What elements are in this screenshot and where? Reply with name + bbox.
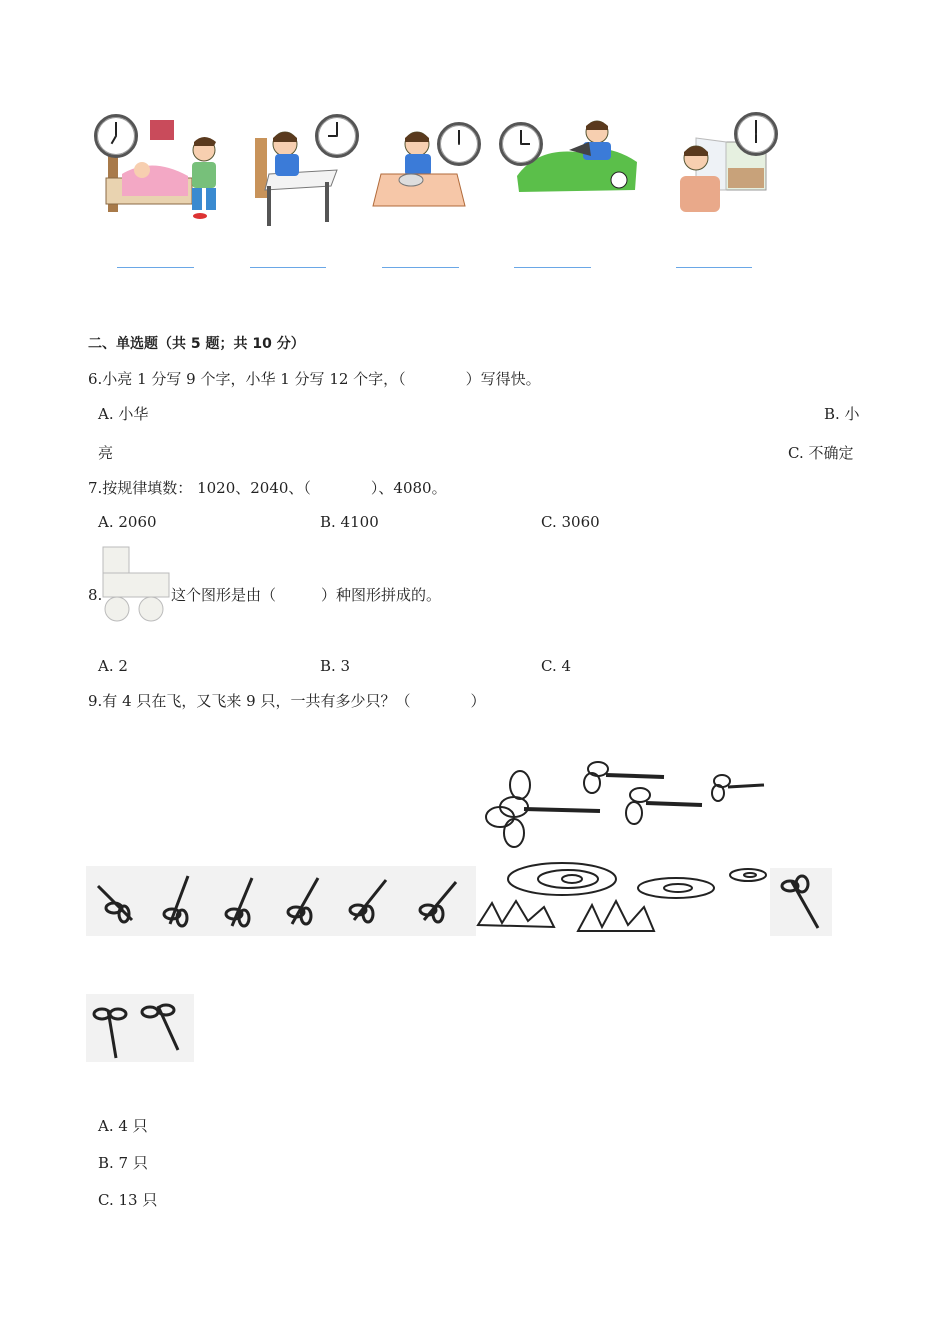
question-9-option-c[interactable]: C. 13 只 [98,1191,158,1209]
question-7-option-a[interactable]: A. 2060 [98,513,157,531]
question-8-option-c[interactable]: C. 4 [541,657,572,675]
desk-homework-scene [245,112,360,230]
question-8-stem: 这个图形是由（ ）种图形拼成的。 [171,586,442,604]
question-8-option-a[interactable]: A. 2 [98,657,128,675]
question-6-option-b[interactable]: B. 小 [824,405,860,423]
question-6-option-c[interactable]: C. 不确定 [788,444,854,462]
question-6-option-a[interactable]: A. 小华 [98,405,149,423]
dragonfly-row [86,866,476,936]
answer-blank[interactable] [250,267,326,268]
bed-wake-up-scene [92,112,232,230]
question-9-stem: 9.有 4 只在飞，又飞来 9 只，一共有多少只？（ ） [88,692,486,710]
answer-blank[interactable] [117,267,194,268]
pond-dragonflies-scene [474,755,774,935]
question-9-option-a[interactable]: A. 4 只 [98,1117,148,1135]
eating-at-table-scene [365,118,480,218]
dragonfly-pair [86,994,194,1062]
composite-shape-figure [101,545,171,625]
clock-icon [437,122,481,166]
clock-icon [315,114,359,158]
clock-icon [94,114,138,158]
question-6-option-b-continued[interactable]: 亮 [98,444,114,462]
question-7-option-b[interactable]: B. 4100 [320,513,379,531]
watching-window-scene [676,112,776,217]
playing-football-scene [497,112,645,202]
dragonfly-single [770,868,832,936]
question-6-stem: 6.小亮 1 分写 9 个字，小华 1 分写 12 个字，（ ）写得快。 [88,370,541,388]
clock-icon [499,122,543,166]
question-7-stem: 7.按规律填数： 1020、2040、（ ）、4080。 [88,479,447,497]
section-title: 二、单选题（共 5 题；共 10 分） [88,336,305,352]
answer-blank[interactable] [514,267,591,268]
question-9-option-b[interactable]: B. 7 只 [98,1154,148,1172]
answer-blank[interactable] [676,267,752,268]
clock-icon [734,112,778,156]
answer-blank[interactable] [382,267,459,268]
question-8-number: 8. [88,586,103,604]
question-7-option-c[interactable]: C. 3060 [541,513,600,531]
question-8-option-b[interactable]: B. 3 [320,657,351,675]
